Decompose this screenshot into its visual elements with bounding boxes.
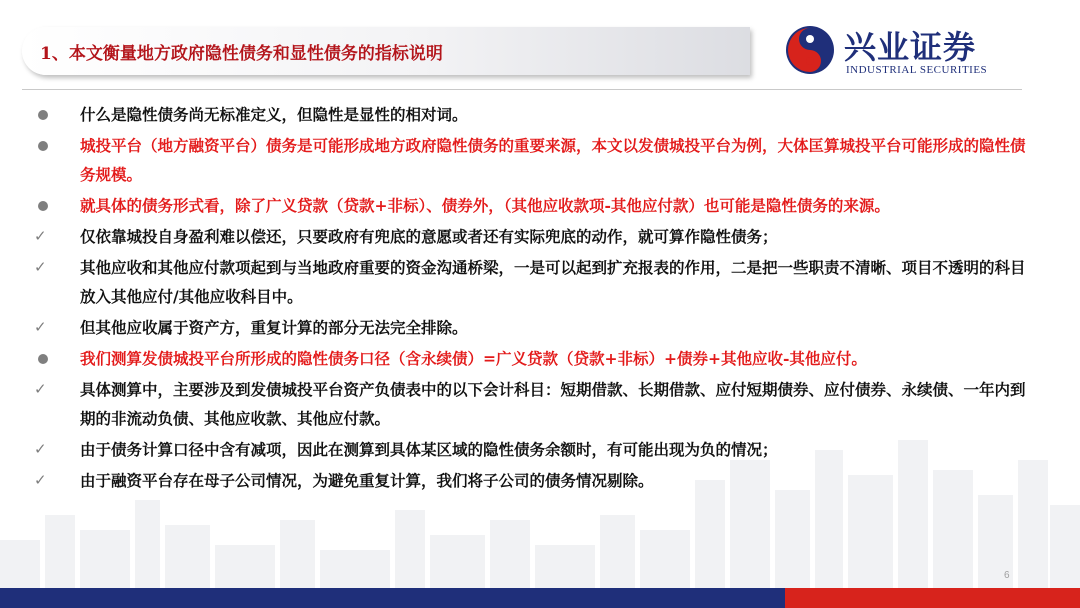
- bullet-icon: [34, 344, 58, 373]
- content-list: [30, 100, 1040, 495]
- list-item-text: 其他应收和其他应付款项起到与当地政府重要的资金沟通桥梁，一是可以起到扩充报表的作用，二是把一些职责不清晰、项目不透明的科目放入其他应付/其他应收科目中。: [80, 258, 1026, 306]
- page-title: 1、本文衡量地方政府隐性债务和显性债务的指标说明: [40, 44, 443, 64]
- header-divider: [22, 89, 1022, 90]
- checkmark-icon: ✓: [34, 227, 47, 245]
- bullet-icon: [34, 191, 58, 220]
- checkmark-icon: ✓: [34, 380, 47, 398]
- bullet-icon: [34, 100, 58, 129]
- bullet-icon: [34, 131, 58, 160]
- list-item-5: [30, 253, 1040, 311]
- list-item-text: 但其他应收属于资产方，重复计算的部分无法完全排除。: [80, 318, 468, 337]
- title-bar: [22, 27, 750, 75]
- list-item-3: [30, 191, 1040, 220]
- checkmark-icon: ✓: [34, 318, 47, 336]
- list-item-4: [30, 222, 1040, 251]
- footer-bar-red: [785, 588, 1080, 608]
- logo-chinese-name: 兴业证券: [844, 28, 977, 66]
- list-item-text: 就具体的债务形式看，除了广义贷款（贷款+非标）、债券外，（其他应收款项-其他应付款）也可能是隐性债务的来源。: [80, 196, 890, 215]
- list-item-8: [30, 375, 1040, 433]
- list-item-text: 城投平台（地方融资平台）债务是可能形成地方政府隐性债务的重要来源，本文以发债城投平台为例，大体匡算城投平台可能形成的隐性债务规模。: [80, 136, 1026, 184]
- company-logo: [784, 22, 1044, 82]
- list-item-9: [30, 435, 1040, 464]
- checkmark-icon: ✓: [34, 258, 47, 276]
- logo-english-name: INDUSTRIAL SECURITIES: [846, 64, 988, 76]
- checkmark-icon: ✓: [34, 471, 47, 489]
- industrial-securities-logo-icon: [784, 24, 836, 76]
- list-item-10: [30, 466, 1040, 495]
- list-item-text: 由于融资平台存在母子公司情况，为避免重复计算，我们将子公司的债务情况剔除。: [80, 471, 654, 490]
- page-number: 6: [1004, 570, 1010, 581]
- list-item-text: 具体测算中，主要涉及到发债城投平台资产负债表中的以下会计科目：短期借款、长期借款、应付短期债券、应付债券、永续债、一年内到期的非流动负债、其他应收款、其他应付款。: [80, 380, 1026, 428]
- list-item-text: 由于债务计算口径中含有减项，因此在测算到具体某区域的隐性债务余额时，有可能出现为负的情况；: [80, 440, 778, 459]
- list-item-text: 仅依靠城投自身盈利难以偿还，只要政府有兜底的意愿或者还有实际兜底的动作，就可算作隐性债务；: [80, 227, 778, 246]
- list-item-text: 什么是隐性债务尚无标准定义，但隐性是显性的相对词。: [80, 105, 468, 124]
- list-item-2: [30, 131, 1040, 189]
- list-item-text: 我们测算发债城投平台所形成的隐性债务口径（含永续债）=广义贷款（贷款+非标）+债券+其他应收-其他应付。: [80, 349, 867, 368]
- list-item-1: [30, 100, 1040, 129]
- list-item-6: [30, 313, 1040, 342]
- list-item-7: [30, 344, 1040, 373]
- checkmark-icon: ✓: [34, 440, 47, 458]
- footer-bar-blue: [0, 588, 785, 608]
